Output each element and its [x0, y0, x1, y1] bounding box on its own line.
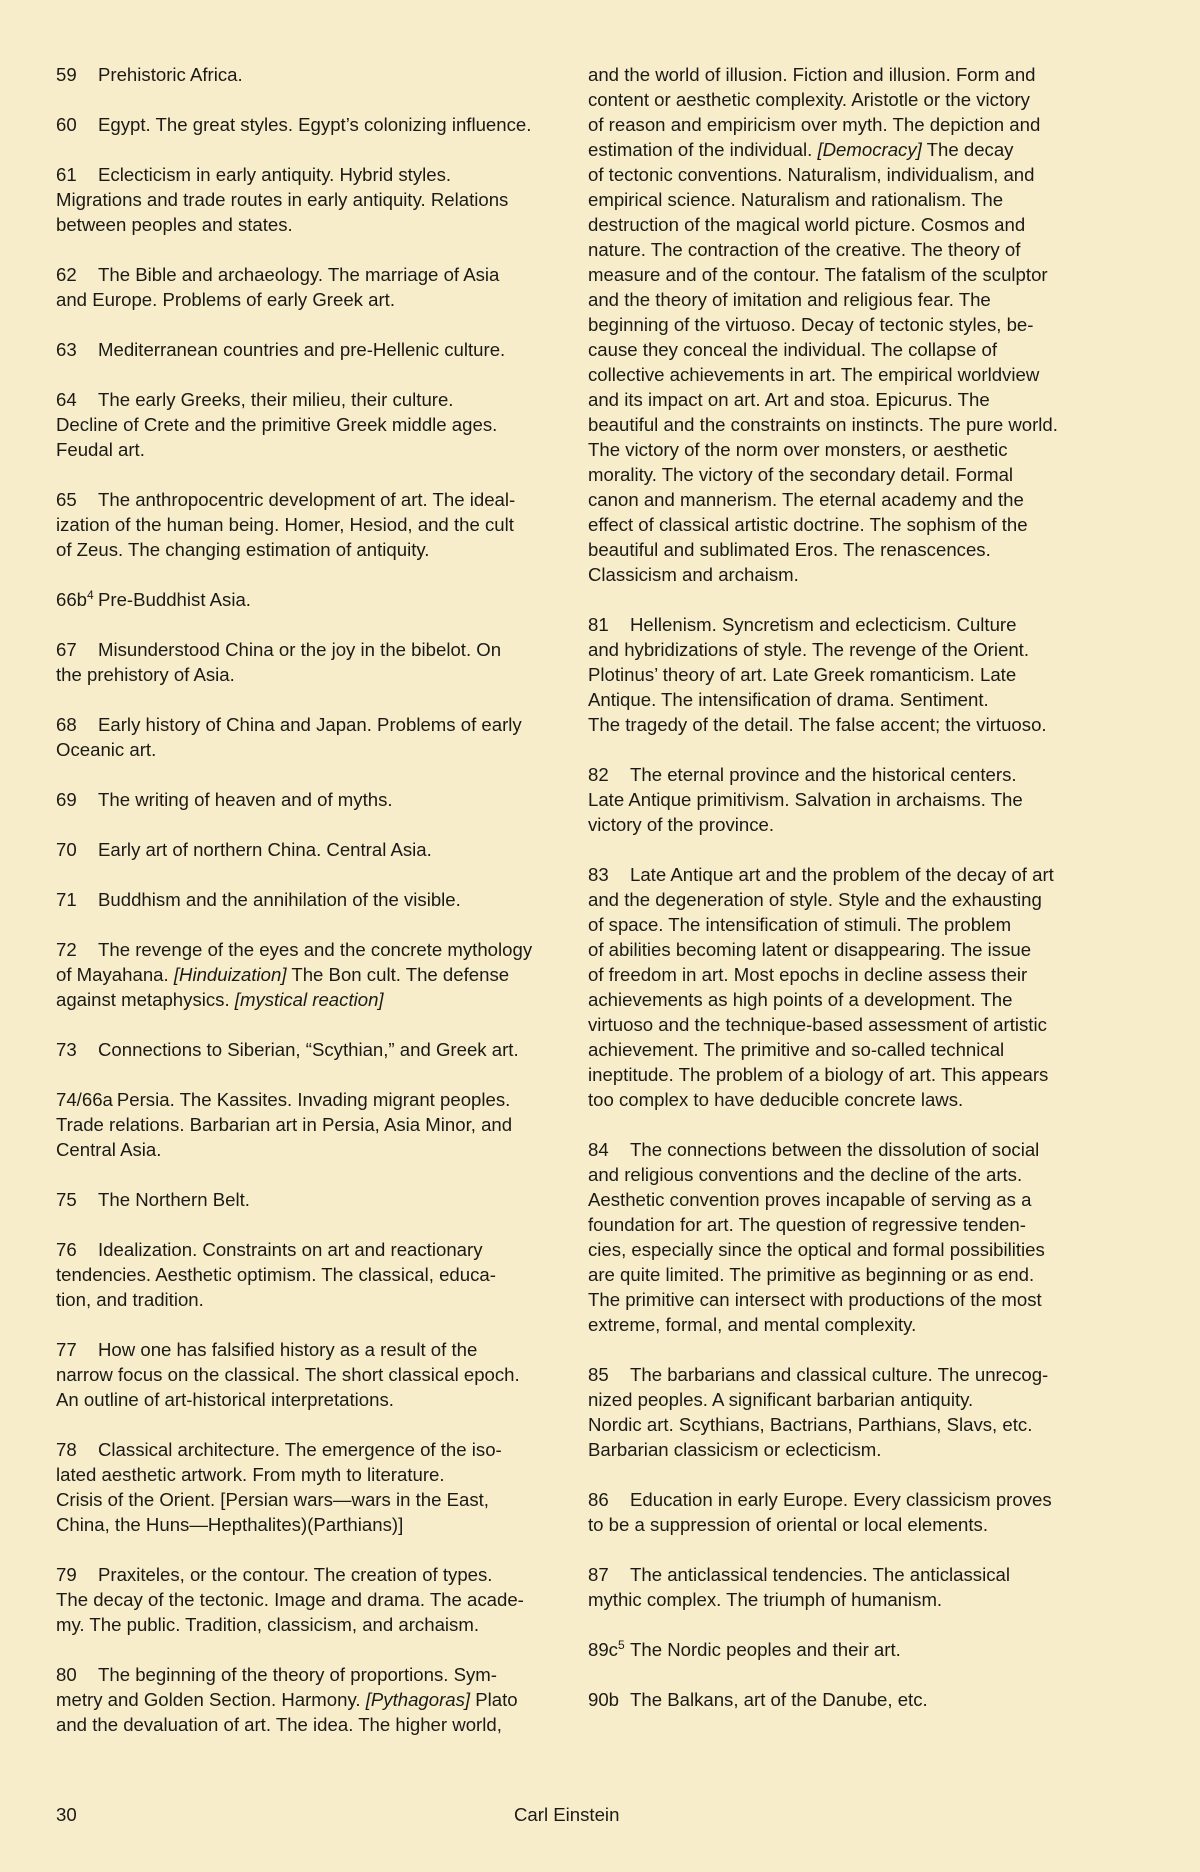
entry-line: mythic complex. The triumph of humanism.	[588, 1589, 943, 1610]
toc-entry	[588, 1687, 1102, 1712]
entry-line: The tragedy of the detail. The false accent; the virtuoso.	[588, 714, 1047, 735]
entry-line: narrow focus on the classical. The short classical epoch.	[56, 1364, 520, 1385]
entry-line: 82 The eternal province and the historical centers.	[588, 764, 1017, 785]
entry-number: 59	[56, 64, 77, 85]
entry-number: 70	[56, 839, 77, 860]
entry-line: 73 Connections to Siberian, “Scythian,” and Greek art.	[56, 1039, 519, 1060]
entry-line: of Mayahana. [Hinduization] The Bon cult. The defense	[56, 964, 510, 985]
toc-entry	[56, 712, 570, 762]
entry-line: of freedom in art. Most epochs in decline assess their	[588, 964, 1028, 985]
entry-line: 59 Prehistoric Africa.	[56, 64, 243, 85]
entry-line: morality. The victory of the secondary detail. Formal	[588, 464, 1014, 485]
entry-number: $89c^5$	[588, 1637, 625, 1660]
entry-line: destruction of the magical world picture. Cosmos and	[588, 214, 1026, 235]
toc-entry	[56, 637, 570, 687]
toc-entry	[56, 62, 570, 87]
entry-line: Feudal art.	[56, 439, 145, 460]
entry-number: 69	[56, 789, 77, 810]
entry-line: and Europe. Problems of early Greek art.	[56, 289, 395, 310]
entry-number: 71	[56, 889, 77, 910]
entry-line: 62 The Bible and archaeology. The marriage of Asia	[56, 264, 500, 285]
toc-entry	[56, 1437, 570, 1537]
toc-entry	[56, 1562, 570, 1637]
entry-line: lated aesthetic artwork. From myth to literature.	[56, 1464, 445, 1485]
entry-number: 61	[56, 164, 77, 185]
entry-line: 86 Education in early Europe. Every classicism proves	[588, 1489, 1052, 1510]
entry-line: Classicism and archaism.	[588, 564, 799, 585]
entry-line: extreme, formal, and mental complexity.	[588, 1314, 917, 1335]
entry-number: 77	[56, 1339, 77, 1360]
entry-number: 60	[56, 114, 77, 135]
entry-number: 79	[56, 1564, 77, 1585]
entry-line: estimation of the individual. [Democracy] The decay	[588, 139, 1014, 160]
entry-line: Aesthetic convention proves incapable of serving as a	[588, 1189, 1032, 1210]
entry-line: 76 Idealization. Constraints on art and reactionary	[56, 1239, 483, 1260]
toc-entry	[56, 387, 570, 462]
entry-number: 74/66a	[56, 1089, 113, 1110]
entry-number: 87	[588, 1564, 609, 1585]
toc-entry	[56, 112, 570, 137]
toc-entry	[588, 862, 1102, 1112]
entry-line: 84 The connections between the dissolution of social	[588, 1139, 1040, 1160]
entry-number: 65	[56, 489, 77, 510]
entry-line: 74/66a Persia. The Kassites. Invading migrant peoples.	[56, 1089, 511, 1110]
italic-text: [Hinduization]	[173, 964, 287, 985]
entry-line: 87 The anticlassical tendencies. The anticlassical	[588, 1564, 1010, 1585]
entry-line: my. The public. Tradition, classicism, and archaism.	[56, 1614, 479, 1635]
entry-line: $66b^4$ Pre-Buddhist Asia.	[56, 587, 251, 610]
entry-line: ization of the human being. Homer, Hesiod, and the cult	[56, 514, 514, 535]
entry-number: 83	[588, 864, 609, 885]
entry-line: 80 The beginning of the theory of proportions. Sym-	[56, 1664, 497, 1685]
entry-line: and the degeneration of style. Style and the exhausting	[588, 889, 1042, 910]
toc-entry	[56, 1337, 570, 1412]
footnote-marker: 5	[617, 1637, 625, 1652]
entry-line: Oceanic art.	[56, 739, 157, 760]
entry-line: The primitive can intersect with productions of the most	[588, 1289, 1042, 1310]
entry-line: 85 The barbarians and classical culture. The unrecog-	[588, 1364, 1049, 1385]
entry-line: Barbarian classicism or eclecticism.	[588, 1439, 882, 1460]
entry-line: An outline of art-historical interpretations.	[56, 1389, 394, 1410]
entry-line: against metaphysics. [mystical reaction]	[56, 989, 384, 1010]
entry-line: achievements as high points of a development. The	[588, 989, 1013, 1010]
toc-entry	[56, 262, 570, 312]
entry-number: 62	[56, 264, 77, 285]
toc-entry	[588, 1562, 1102, 1612]
entry-line: beautiful and sublimated Eros. The renascences.	[588, 539, 991, 560]
entry-line: Central Asia.	[56, 1139, 162, 1160]
entry-line: Trade relations. Barbarian art in Persia, Asia Minor, and	[56, 1114, 513, 1135]
footnote-marker: 4	[87, 587, 94, 602]
toc-entry	[588, 762, 1102, 837]
entry-line: Antique. The intensification of drama. Sentiment.	[588, 689, 989, 710]
entry-line: 68 Early history of China and Japan. Problems of early	[56, 714, 522, 735]
entry-line: 70 Early art of northern China. Central Asia.	[56, 839, 432, 860]
toc-entry	[588, 1137, 1102, 1337]
entry-line: The decay of the tectonic. Image and drama. The acade-	[56, 1589, 524, 1610]
entry-line: tion, and tradition.	[56, 1289, 204, 1310]
entry-line: 78 Classical architecture. The emergence of the iso-	[56, 1439, 502, 1460]
entry-line: of reason and empiricism over myth. The depiction and	[588, 114, 1041, 135]
entry-line: foundation for art. The question of regressive tenden-	[588, 1214, 1026, 1235]
toc-entry	[56, 1037, 570, 1062]
toc-entry	[56, 162, 570, 237]
toc-entry	[56, 1237, 570, 1312]
entry-line: 75 The Northern Belt.	[56, 1189, 250, 1210]
entry-line: tendencies. Aesthetic optimism. The classical, educa-	[56, 1264, 496, 1285]
entry-number: $66b^4$	[56, 587, 94, 610]
entry-line: of abilities becoming latent or disappearing. The issue	[588, 939, 1032, 960]
entry-line: to be a suppression of oriental or local elements.	[588, 1514, 988, 1535]
entry-line: beautiful and the constraints on instincts. The pure world.	[588, 414, 1058, 435]
toc-entry	[56, 1087, 570, 1162]
toc-entry	[56, 1662, 570, 1737]
entry-line: the prehistory of Asia.	[56, 664, 235, 685]
entry-number: 82	[588, 764, 609, 785]
toc-entry	[56, 337, 570, 362]
entry-line: canon and mannerism. The eternal academy and the	[588, 489, 1024, 510]
entry-line: and its impact on art. Art and stoa. Epicurus. The	[588, 389, 990, 410]
entry-line: Plotinus’ theory of art. Late Greek romanticism. Late	[588, 664, 1017, 685]
entry-line: collective achievements in art. The empirical worldview	[588, 364, 1040, 385]
entry-line: 72 The revenge of the eyes and the concrete mythology	[56, 939, 533, 960]
entry-number: 76	[56, 1239, 77, 1260]
entry-line: victory of the province.	[588, 814, 775, 835]
entry-number: 78	[56, 1439, 77, 1460]
entry-line: Late Antique primitivism. Salvation in archaisms. The	[588, 789, 1023, 810]
entry-line: 83 Late Antique art and the problem of the decay of art	[588, 864, 1054, 885]
toc-entry	[588, 1637, 1102, 1662]
italic-text: [mystical reaction]	[234, 989, 384, 1010]
entry-line: 64 The early Greeks, their milieu, their culture.	[56, 389, 454, 410]
entry-line: too complex to have deducible concrete laws.	[588, 1089, 964, 1110]
entry-number: 81	[588, 614, 609, 635]
toc-entry	[588, 1487, 1102, 1537]
entry-line: 65 The anthropocentric development of art. The ideal-	[56, 489, 516, 510]
left-column	[56, 62, 570, 1762]
entry-line: nature. The contraction of the creative. The theory of	[588, 239, 1021, 260]
entry-line: Nordic art. Scythians, Bactrians, Parthians, Slavs, etc.	[588, 1414, 1033, 1435]
entry-line: Decline of Crete and the primitive Greek middle ages.	[56, 414, 498, 435]
entry-line: measure and of the contour. The fatalism of the sculptor	[588, 264, 1048, 285]
right-column	[588, 62, 1102, 1737]
entry-line: achievement. The primitive and so-called technical	[588, 1039, 1005, 1060]
entry-line: The victory of the norm over monsters, or aesthetic	[588, 439, 1008, 460]
entry-line: 60 Egypt. The great styles. Egypt’s colonizing influence.	[56, 114, 532, 135]
toc-entry	[56, 937, 570, 1012]
entry-line: 69 The writing of heaven and of myths.	[56, 789, 393, 810]
entry-number: 68	[56, 714, 77, 735]
entry-line: $89c^5$ The Nordic peoples and their art.	[588, 1637, 901, 1660]
toc-entry	[588, 62, 1102, 587]
toc-entry	[56, 487, 570, 562]
italic-text: [Pythagoras]	[365, 1689, 471, 1710]
entry-number: 67	[56, 639, 77, 660]
entry-line: 77 How one has falsified history as a result of the	[56, 1339, 478, 1360]
entry-line: and religious conventions and the decline of the arts.	[588, 1164, 1023, 1185]
entry-line: and the devaluation of art. The idea. The higher world,	[56, 1714, 502, 1735]
entry-line: empirical science. Naturalism and rationalism. The	[588, 189, 1004, 210]
entry-number: 64	[56, 389, 77, 410]
entry-line: virtuoso and the technique-based assessment of artistic	[588, 1014, 1047, 1035]
entry-line: beginning of the virtuoso. Decay of tectonic styles, be-	[588, 314, 1034, 335]
entry-line: between peoples and states.	[56, 214, 293, 235]
toc-entry	[588, 1362, 1102, 1462]
entry-line: and hybridizations of style. The revenge of the Orient.	[588, 639, 1029, 660]
entry-line: Crisis of the Orient. [Persian wars—wars in the East,	[56, 1489, 489, 1510]
entry-line: China, the Huns—Hepthalites)(Parthians)]	[56, 1514, 404, 1535]
toc-entry	[56, 887, 570, 912]
italic-text: [Democracy]	[817, 139, 922, 160]
entry-line: 81 Hellenism. Syncretism and eclecticism. Culture	[588, 614, 1017, 635]
entry-line: 67 Misunderstood China or the joy in the bibelot. On	[56, 639, 502, 660]
toc-entry	[56, 587, 570, 612]
entry-line: are quite limited. The primitive as beginning or as end.	[588, 1264, 1035, 1285]
entry-number: 90b	[588, 1689, 620, 1710]
entry-line: effect of classical artistic doctrine. The sophism of the	[588, 514, 1028, 535]
entry-line: 63 Mediterranean countries and pre-Hellenic culture.	[56, 339, 506, 360]
entry-line: 90b The Balkans, art of the Danube, etc.	[588, 1689, 928, 1710]
entry-line: and the theory of imitation and religious fear. The	[588, 289, 991, 310]
entry-line: Migrations and trade routes in early antiquity. Relations	[56, 189, 509, 210]
entry-line: and the world of illusion. Fiction and illusion. Form and	[588, 64, 1036, 85]
entry-line: 71 Buddhism and the annihilation of the visible.	[56, 889, 461, 910]
entry-number: 75	[56, 1189, 77, 1210]
entry-number: 85	[588, 1364, 609, 1385]
entry-line: of space. The intensification of stimuli. The problem	[588, 914, 1012, 935]
entry-line: cies, especially since the optical and formal possibilities	[588, 1239, 1045, 1260]
toc-entry	[588, 612, 1102, 737]
entry-number: 73	[56, 1039, 77, 1060]
entry-number: 63	[56, 339, 77, 360]
toc-entry	[56, 1187, 570, 1212]
page-number: 30	[56, 1804, 77, 1825]
entry-line: of Zeus. The changing estimation of antiquity.	[56, 539, 430, 560]
running-footer-author: Carl Einstein	[514, 1804, 620, 1825]
entry-line: cause they conceal the individual. The collapse of	[588, 339, 997, 360]
entry-number: 80	[56, 1664, 77, 1685]
entry-line: ineptitude. The problem of a biology of art. This appears	[588, 1064, 1049, 1085]
toc-entry	[56, 787, 570, 812]
entry-number: 86	[588, 1489, 609, 1510]
entry-line: 61 Eclecticism in early antiquity. Hybrid styles.	[56, 164, 452, 185]
toc-entry	[56, 837, 570, 862]
entry-line: content or aesthetic complexity. Aristotle or the victory	[588, 89, 1030, 110]
entry-line: of tectonic conventions. Naturalism, individualism, and	[588, 164, 1035, 185]
entry-number: 72	[56, 939, 77, 960]
entry-number: 84	[588, 1139, 609, 1160]
entry-line: nized peoples. A significant barbarian antiquity.	[588, 1389, 974, 1410]
entry-line: 79 Praxiteles, or the contour. The creation of types.	[56, 1564, 493, 1585]
entry-line: metry and Golden Section. Harmony. [Pythagoras] Plato	[56, 1689, 518, 1710]
